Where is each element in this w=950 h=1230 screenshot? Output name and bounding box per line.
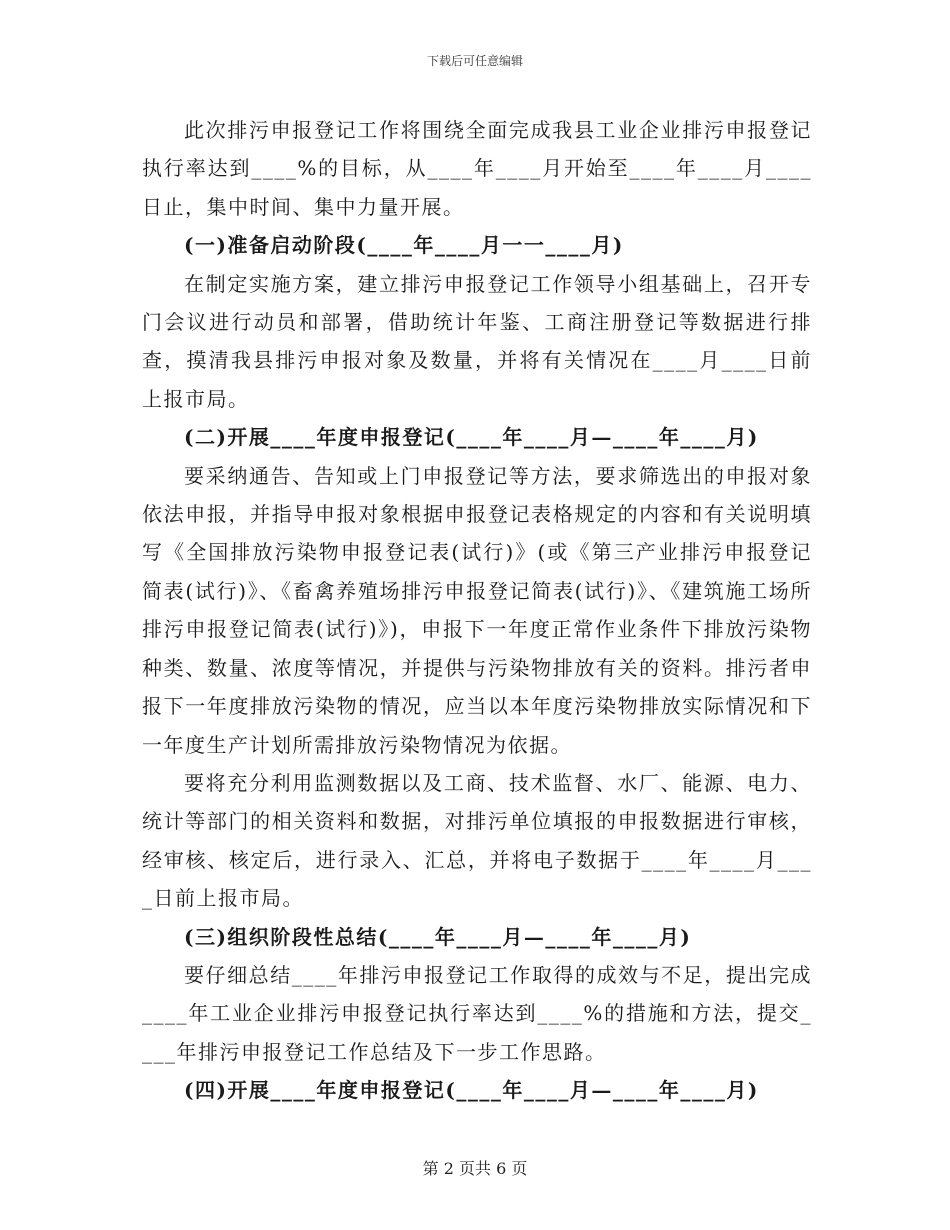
paragraph-registration-methods: 要采纳通告、告知或上门申报登记等方法，要求筛选出的申报对象依法申报，并指导申报对象根据申报登记表格规定的内容和有关说明填写《全国排放污染物申报登记表(试行)》(或《第三产业排污申报登记简表(试行)》、《畜禽养殖场排污申报登记简表(试行)》、《建筑施工场所排污申报登记简表(试行)》)，申报下一年度正常作业条件下排放污染物种类、数量、浓度等情况，并提供与污染物排放有关的资料。排污者申报下一年度排放污染物的情况，应当以本年度污染物排放实际情况和下一年度生产计划所需排放污染物情况为依据。 <box>142 463 812 757</box>
section-heading-4: (四)开展____年度申报登记(____年____月—____年____月) <box>184 1078 759 1103</box>
page-footer: 第 2 页共 6 页 <box>422 1159 528 1178</box>
paragraph-preparation: 在制定实施方案，建立排污申报登记工作领导小组基础上，召开专门会议进行动员和部署，借助统计年鉴、工商注册登记等数据进行排查，摸清我县排污申报对象及数量，并将有关情况在____月____日前上报市局。 <box>142 271 812 411</box>
section-heading-1: (一)准备启动阶段(____年____月一一____月) <box>184 233 624 258</box>
document-body <box>142 111 812 1110</box>
section-heading-2: (二)开展____年度申报登记(____年____月—____年____月) <box>184 425 759 450</box>
paragraph-summary: 要仔细总结____年排污申报登记工作取得的成效与不足，提出完成____年工业企业排污申报登记执行率达到____%的措施和方法，提交____年排污申报登记工作总结及下一步工作思路。 <box>142 962 812 1064</box>
paragraph-schedule-intro: 此次排污申报登记工作将围绕全面完成我县工业企业排污申报登记执行率达到____%的目标，从____年____月开始至____年____月____日止，集中时间、集中力量开展。 <box>142 118 812 219</box>
section-heading-3: (三)组织阶段性总结(____年____月—____年____月) <box>184 924 692 949</box>
paragraph-data-review: 要将充分利用监测数据以及工商、技术监督、水厂、能源、电力、统计等部门的相关资料和数据，对排污单位填报的申报数据进行审核，经审核、核定后，进行录入、汇总，并将电子数据于____年____月____日前上报市局。 <box>142 770 812 911</box>
page-header: 下载后可任意编辑 <box>426 54 523 68</box>
